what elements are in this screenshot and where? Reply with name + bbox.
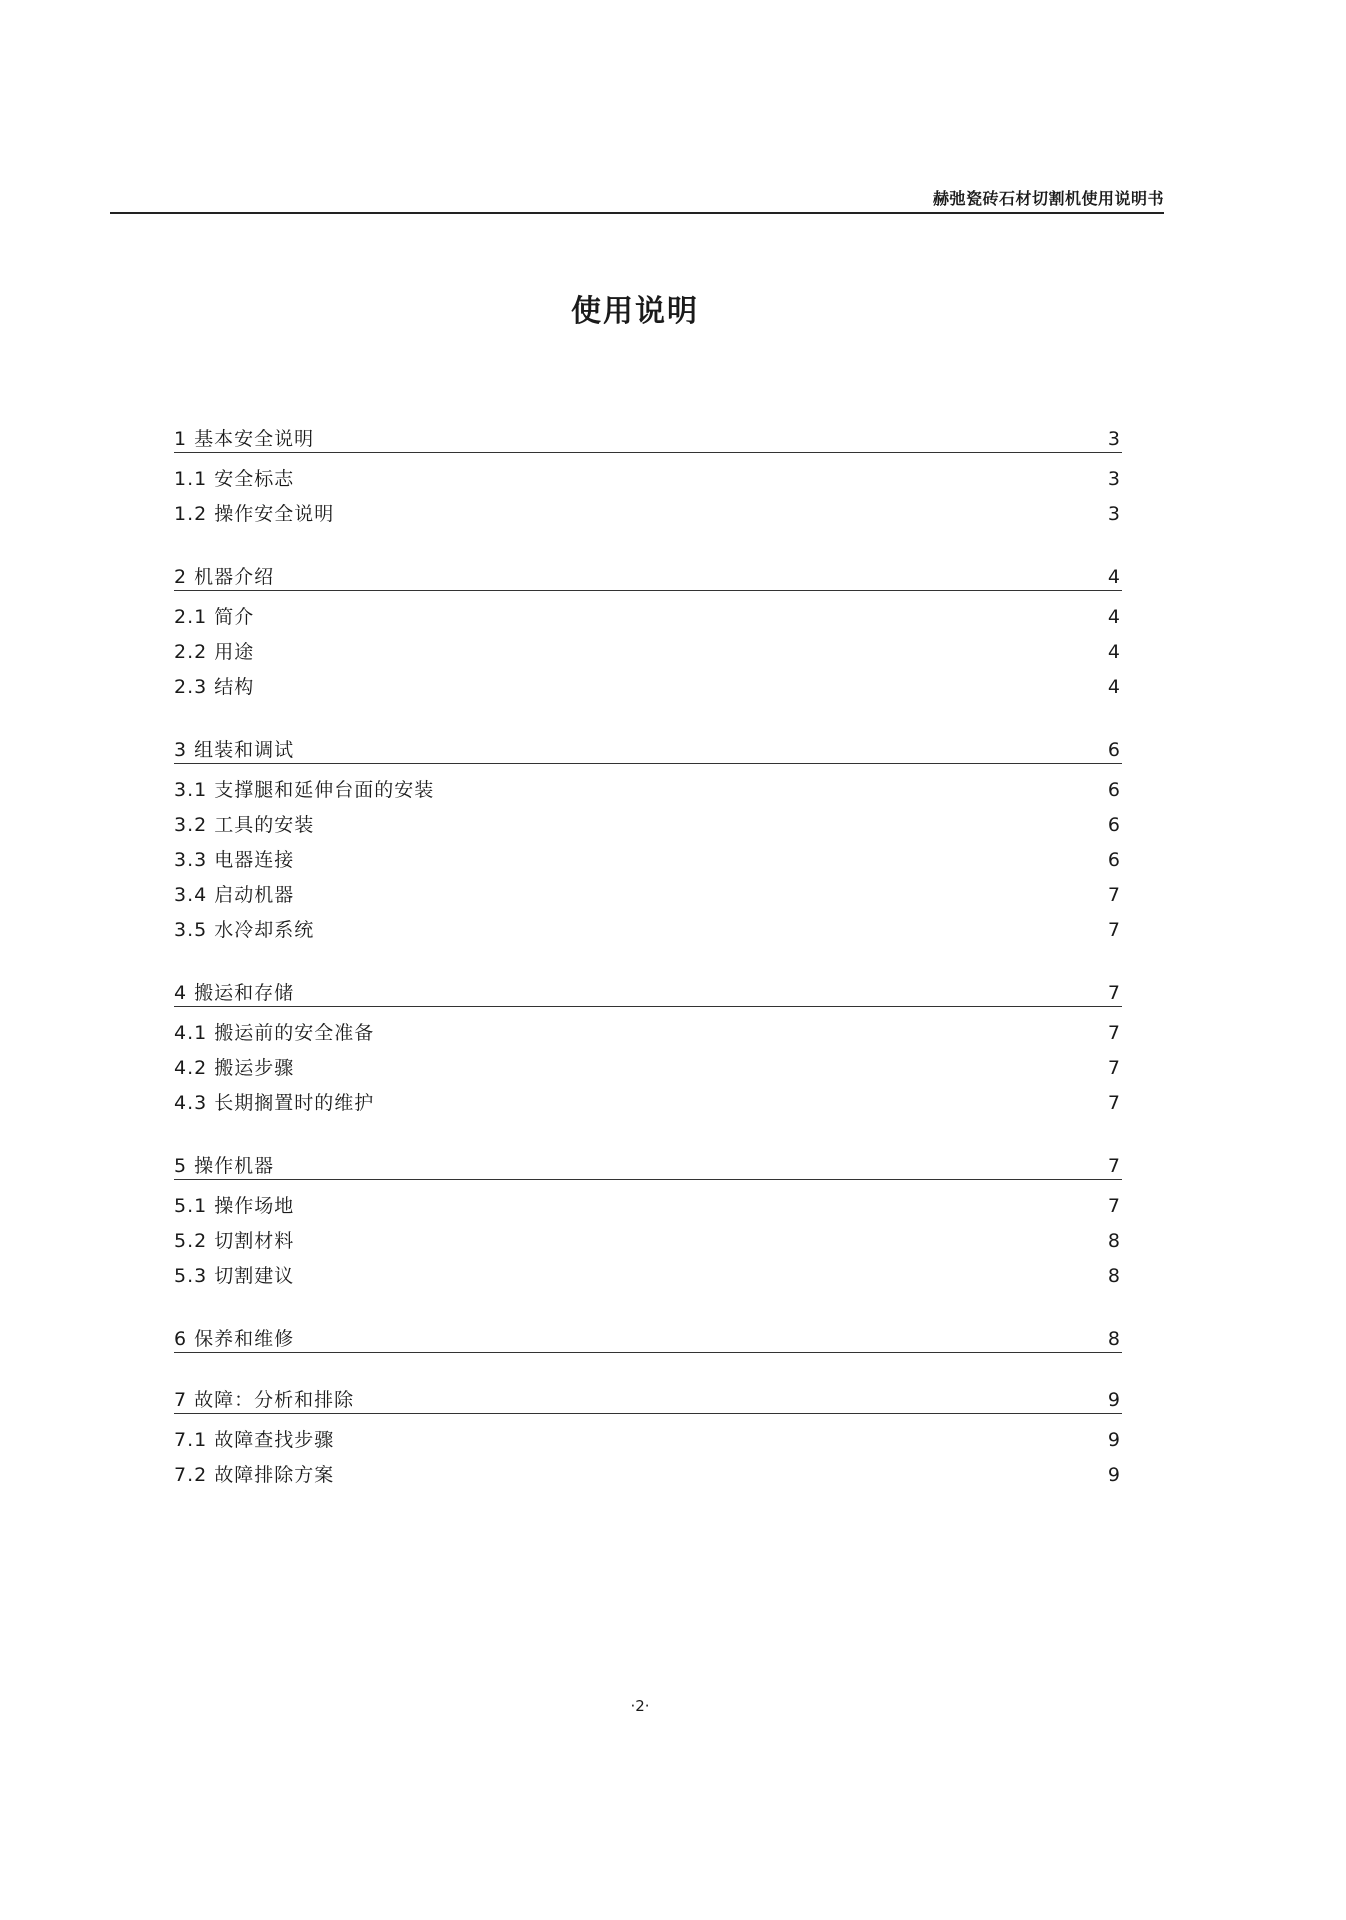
toc-entry-page: 3 (1107, 468, 1120, 490)
toc-chapter-entry[interactable] (174, 735, 1122, 764)
toc-entry-label: 3.1 支撑腿和延伸台面的安装 (174, 779, 435, 801)
toc-entry[interactable] (174, 460, 1122, 495)
toc-entry-page: 4 (1107, 606, 1120, 628)
toc-entry-label: 4.3 长期搁置时的维护 (174, 1092, 375, 1114)
toc-entry-page: 4 (1107, 641, 1120, 663)
toc-chapter-label: 6 保养和维修 (174, 1328, 295, 1350)
toc-chapter-entry[interactable] (174, 424, 1122, 453)
toc-entry-label: 2.3 结构 (174, 676, 255, 698)
toc-section (174, 1385, 1122, 1491)
toc-entry-label: 3.5 水冷却系统 (174, 919, 315, 941)
toc-entry-label: 4.2 搬运步骤 (174, 1057, 295, 1079)
toc-chapter-label: 3 组装和调试 (174, 739, 295, 761)
toc-chapter-label: 7 故障：分析和排除 (174, 1389, 355, 1411)
toc-entry[interactable] (174, 876, 1122, 911)
toc-entry-page: 4 (1107, 676, 1120, 698)
toc-entry-label: 3.4 启动机器 (174, 884, 295, 906)
toc-chapter-entry[interactable] (174, 978, 1122, 1007)
toc-chapter-page: 7 (1107, 1155, 1120, 1177)
table-of-contents (174, 424, 1122, 1523)
toc-entry[interactable] (174, 495, 1122, 530)
toc-entry-label: 2.1 简介 (174, 606, 255, 628)
toc-entry-page: 9 (1107, 1464, 1120, 1486)
toc-entry[interactable] (174, 1049, 1122, 1084)
toc-entry-label: 5.2 切割材料 (174, 1230, 295, 1252)
toc-entry-label: 7.2 故障排除方案 (174, 1464, 335, 1486)
toc-entry[interactable] (174, 1257, 1122, 1292)
toc-chapter-page: 3 (1107, 428, 1120, 450)
toc-entry[interactable] (174, 806, 1122, 841)
toc-entry-label: 3.2 工具的安装 (174, 814, 315, 836)
toc-section (174, 978, 1122, 1119)
toc-entry[interactable] (174, 1187, 1122, 1222)
toc-entry[interactable] (174, 1421, 1122, 1456)
toc-entry-page: 7 (1107, 1195, 1120, 1217)
page-number: ·2· (630, 1697, 650, 1715)
toc-entry-label: 7.1 故障查找步骤 (174, 1429, 335, 1451)
toc-chapter-entry[interactable] (174, 1151, 1122, 1180)
toc-chapter-entry[interactable] (174, 1324, 1122, 1353)
page-title: 使用说明 (571, 294, 699, 329)
toc-entry-label: 5.3 切割建议 (174, 1265, 295, 1287)
toc-entry-page: 7 (1107, 1022, 1120, 1044)
toc-chapter-entry[interactable] (174, 1385, 1122, 1414)
toc-entry-label: 5.1 操作场地 (174, 1195, 295, 1217)
toc-entry-page: 6 (1107, 814, 1120, 836)
toc-entry[interactable] (174, 1222, 1122, 1257)
toc-entry[interactable] (174, 1084, 1122, 1119)
header-rule (110, 212, 1164, 214)
toc-entry-page: 7 (1107, 1057, 1120, 1079)
toc-section (174, 424, 1122, 530)
toc-chapter-label: 4 搬运和存储 (174, 982, 295, 1004)
toc-entry-page: 6 (1107, 849, 1120, 871)
toc-entry-page: 9 (1107, 1429, 1120, 1451)
toc-section (174, 1324, 1122, 1353)
toc-chapter-page: 8 (1107, 1328, 1120, 1350)
toc-chapter-label: 5 操作机器 (174, 1155, 275, 1177)
toc-entry[interactable] (174, 1014, 1122, 1049)
toc-entry-page: 7 (1107, 884, 1120, 906)
toc-entry[interactable] (174, 633, 1122, 668)
toc-entry[interactable] (174, 771, 1122, 806)
toc-chapter-page: 7 (1107, 982, 1120, 1004)
toc-entry[interactable] (174, 841, 1122, 876)
toc-entry-page: 3 (1107, 503, 1120, 525)
toc-entry-page: 8 (1107, 1265, 1120, 1287)
toc-chapter-entry[interactable] (174, 562, 1122, 591)
toc-chapter-label: 2 机器介绍 (174, 566, 275, 588)
toc-entry[interactable] (174, 911, 1122, 946)
toc-entry-label: 1.1 安全标志 (174, 468, 295, 490)
running-header: 赫弛瓷砖石材切割机使用说明书 (932, 189, 1164, 208)
toc-entry[interactable] (174, 598, 1122, 633)
toc-chapter-label: 1 基本安全说明 (174, 428, 315, 450)
toc-chapter-page: 6 (1107, 739, 1120, 761)
toc-section (174, 735, 1122, 946)
toc-entry-page: 7 (1107, 1092, 1120, 1114)
toc-entry-label: 2.2 用途 (174, 641, 255, 663)
toc-chapter-page: 4 (1107, 566, 1120, 588)
toc-entry[interactable] (174, 668, 1122, 703)
toc-section (174, 1151, 1122, 1292)
toc-chapter-page: 9 (1107, 1389, 1120, 1411)
toc-entry-page: 6 (1107, 779, 1120, 801)
toc-entry-page: 8 (1107, 1230, 1120, 1252)
toc-entry[interactable] (174, 1456, 1122, 1491)
toc-section (174, 562, 1122, 703)
toc-entry-label: 1.2 操作安全说明 (174, 503, 335, 525)
toc-entry-label: 4.1 搬运前的安全准备 (174, 1022, 375, 1044)
toc-entry-page: 7 (1107, 919, 1120, 941)
toc-entry-label: 3.3 电器连接 (174, 849, 295, 871)
